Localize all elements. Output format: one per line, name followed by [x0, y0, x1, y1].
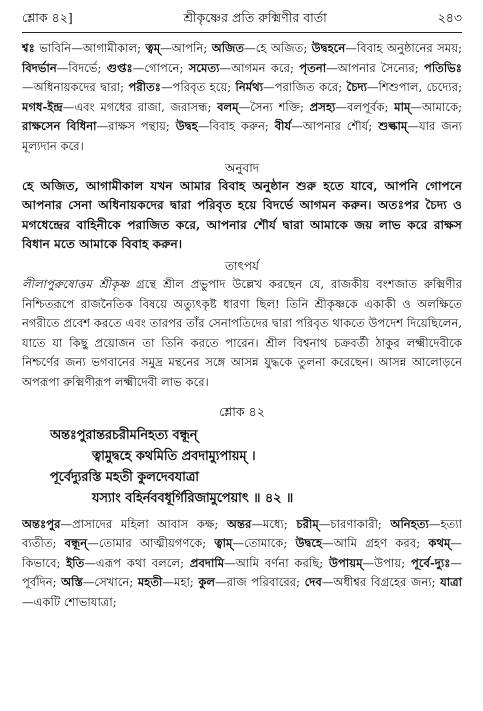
synonym-word: উদ্বহ	[175, 119, 198, 134]
synonym-meaning: —রাক্ষস পন্থায়;	[96, 119, 176, 134]
synonym-word: ত্বম্	[145, 41, 161, 55]
synonym-meaning: —পরিবৃত হয়ে;	[160, 80, 236, 95]
verse-number: শ্লোক ৪২	[219, 403, 265, 419]
synonym-word: চৈদ্য	[346, 80, 367, 95]
synonym-word: চরীম্	[296, 516, 319, 531]
synonym-word: অস্তি	[61, 575, 83, 590]
synonyms-block-bottom	[22, 515, 462, 613]
synonym-meaning: —আমি গ্রহণ করব;	[322, 536, 429, 551]
synonym-meaning: —আপনার সৈন্যের;	[326, 60, 424, 75]
synonym-meaning: —বিবাহ করুন;	[197, 119, 275, 134]
synonym-meaning: —মহা;	[162, 575, 199, 590]
purport-body: গ্রন্থে শ্রীল প্রভুপাদ উল্লেখ করছেন যে, রাজকীয় বংশজাত রুক্মিণীর নিশ্চিতরূপে রাজনৈতিক বিষয়ে অত্যুৎকৃষ্ট ধারণা ছিল! তিনি শ্রীকৃষ্ণকে একাকী ও অলক্ষিতে নগরীতে প্রবেশ করতে এবং তারপর তাঁর সেনাপতিদের দ্বারা পরিবৃত থাকতে উপদেশ দিয়েছিলেন, যাতে যা কিছু প্রয়োজন তা তিনি করতে পারেন। শ্রীল বিশ্বনাথ চক্রবর্তী ঠাকুর লক্ষ্মীদেবীকে নিশ্চর্ণের জন্য ভগবানের সমুদ্র মন্থনের সঙ্গে আসন্ন যুদ্ধকে তুলনা করেছেন। আসন্ন আলোড়নে অপরূপা রুক্মিণীরূপ লক্ষ্মীদেবী লাভ করে।	[22, 276, 463, 389]
running-header	[22, 10, 462, 32]
synonym-word: যাত্রা	[440, 575, 462, 590]
synonym-word: অন্তর	[226, 516, 252, 531]
synonym-word: মহতী	[137, 575, 163, 590]
synonym-word: পরীতঃ	[128, 80, 161, 95]
synonym-meaning: —বলপূর্বক;	[335, 99, 395, 114]
synonym-word: অজিত	[211, 41, 245, 55]
synonym-word: উপায়ম্	[329, 555, 363, 570]
synonym-meaning: —বিবাহ অনুষ্ঠানের সময়;	[345, 41, 462, 55]
synonym-meaning: —পরাজিত করে;	[263, 80, 347, 95]
synonym-meaning: —যার জন্য মূল্যদান করে।	[22, 119, 463, 153]
synonym-word: রাক্ষসেন বিধিনা	[22, 119, 97, 134]
synonym-meaning: —আমাকে;	[410, 99, 462, 114]
synonym-meaning: —মধ্যে;	[251, 516, 297, 531]
synonym-meaning: —এরূপ কথা বললে;	[84, 555, 190, 570]
synonym-word: পূর্বে-দ্যুঃ	[410, 555, 451, 570]
header-chapter-title: শ্রীকৃষ্ণের প্রতি রুক্মিণীর বার্তা	[183, 10, 327, 25]
synonyms-block-top	[22, 39, 462, 157]
verse-line: পূর্বেদ্যুরস্তি মহতী কুলদেবযাত্রা	[50, 469, 199, 485]
synonym-word: নির্মথ্য	[235, 80, 264, 95]
synonym-word: বলম্	[217, 99, 239, 114]
synonym-meaning: —অধিনায়কদের দ্বারা;	[22, 80, 129, 95]
synonym-meaning: —আগমন করে;	[219, 60, 300, 75]
book-page	[22, 10, 462, 612]
synonym-meaning: —একটি শোভাযাত্রা;	[22, 594, 117, 609]
header-rule	[22, 32, 462, 33]
synonym-meaning: —চারণাকারী;	[318, 516, 391, 531]
synonym-word: বিদর্ভান	[22, 60, 57, 75]
synonym-meaning: —প্রাসাদের মহিলা আবাস কক্ষ;	[60, 516, 227, 531]
purport-text	[22, 275, 462, 393]
synonym-word: মগধ-ইন্দ্র	[22, 99, 63, 114]
synonym-meaning: —উপায়;	[362, 555, 411, 570]
synonym-word: সমেত্য	[188, 60, 220, 75]
verse-line: অন্তঃপুরান্তরচরীমনিহত্য বন্ধূন্	[50, 427, 198, 443]
synonym-word: পৃতনা	[299, 60, 327, 75]
verse-line: ত্বামুদ্বহে কথমিতি প্রবদাম্যুপায়ম্ ।	[92, 448, 256, 464]
synonym-word: গুপ্তঃ	[106, 60, 133, 75]
synonym-word: বীর্য	[274, 119, 292, 134]
synonym-meaning: ভাবিনি—আগামীকাল;	[34, 41, 146, 55]
synonym-meaning: —সেখানে;	[82, 575, 138, 590]
translation-heading: অনুবাদ	[224, 160, 260, 175]
synonym-word: শুল্কাম্	[378, 119, 408, 134]
synonym-word: বন্ধূন্	[64, 536, 88, 551]
synonym-meaning: —শিশুপাল, চেদ্যের;	[366, 80, 462, 95]
synonym-meaning: —সৈন্য শক্তি;	[238, 99, 310, 114]
synonym-word: কুল	[198, 575, 216, 590]
synonym-word: ইতি	[66, 555, 85, 570]
synonym-word: পতিভিঃ	[423, 60, 462, 75]
synonym-meaning: —আপনার শৌর্য;	[291, 119, 379, 134]
synonym-meaning: —অধীশ্বর বিগ্রহের জন্য;	[321, 575, 441, 590]
header-verse-ref: শ্লোক ৪২]	[22, 10, 73, 25]
synonym-word: প্রসহ্য	[309, 99, 336, 114]
synonym-word: প্রবদামি	[189, 555, 225, 570]
synonym-meaning: —হত্যা ব্যতীত;	[22, 516, 462, 551]
synonym-meaning: —গোপনে;	[132, 60, 189, 75]
synonym-meaning: —রাজ পরিবারের;	[215, 575, 305, 590]
synonym-word: শ্বঃ	[22, 41, 35, 55]
synonym-meaning: —আমি বর্ণনা করছি;	[224, 555, 329, 570]
synonym-meaning: —আপনি;	[160, 41, 212, 55]
synonym-meaning: —কিভাবে;	[22, 536, 462, 570]
synonym-meaning: —পূর্বদিন;	[22, 555, 462, 590]
page-number: ২৪৩	[437, 10, 462, 25]
synonym-word: দেব	[304, 575, 322, 590]
synonym-word: মাম্	[394, 99, 411, 114]
synonym-meaning: —হে অজিত;	[244, 41, 312, 55]
synonym-meaning: —তোমাকে;	[232, 536, 296, 551]
purport-heading: তাৎপর্য	[225, 258, 259, 273]
synonym-word: অন্তঃপুর	[22, 516, 61, 531]
synonym-meaning: —এবং মগধের রাজা, জরাসন্ধ;	[62, 99, 218, 114]
verse-line: যস্যাং বহির্নববধূর্গিরিজামুপেয়াৎ ॥ ৪২ ॥	[92, 490, 294, 506]
synonym-word: অনিহত্য	[390, 516, 429, 531]
synonym-meaning: —বিদর্ভে;	[56, 60, 107, 75]
translation-text: হে অজিত, আগামীকাল যখন আমার বিবাহ অনুষ্ঠান শুরু হতে যাবে, আপনি গোপনে আপনার সেনা অধিনায়কদের দ্বারা পরিবৃত হয়ে বিদর্ভে আগমন করুন। অতঃপর চৈদ্য ও মগধেন্দ্রের বাহিনীকে পরাজিত করে, আপনার শৌর্য দ্বারা আমাকে জয় লাভ করে রাক্ষস বিধান মতে আমাকে বিবাহ করুন।	[22, 178, 462, 252]
synonym-word: উদ্বহে	[295, 536, 323, 551]
synonym-word: কথম্	[428, 536, 451, 551]
synonym-meaning: —তোমার আত্মীয়গণকে;	[87, 536, 215, 551]
synonym-word: ত্বাম্	[214, 536, 233, 551]
sanskrit-verse	[22, 425, 462, 509]
synonym-word: উদ্বহনে	[311, 41, 346, 55]
purport-book-title: লীলাপুরুষোত্তম শ্রীকৃষ্ণ	[22, 276, 130, 291]
